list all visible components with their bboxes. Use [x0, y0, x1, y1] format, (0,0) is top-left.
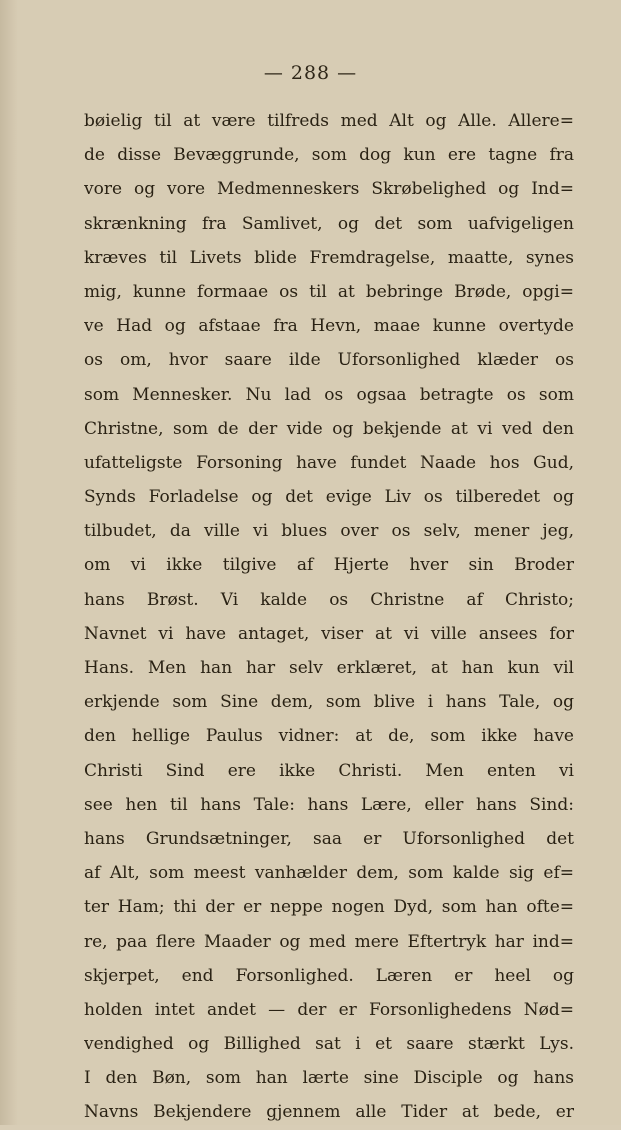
page-edge-shadow	[0, 0, 18, 1125]
text-line: skrænkning fra Samlivet, og det som uafvigeligen	[84, 213, 574, 234]
text-line: hans Grundsætninger, saa er Uforsonlighed det	[84, 828, 574, 849]
text-line: bøielig til at være tilfreds med Alt og Alle. Allere=	[84, 111, 574, 131]
text-line: Navnet vi have antaget, viser at vi ville ansees for	[84, 623, 574, 644]
text-line: den hellige Paulus vidner: at de, som ikke have	[84, 726, 574, 747]
body-text	[84, 104, 574, 1130]
text-line: ufatteligste Forsoning have fundet Naade hos Gud,	[84, 452, 574, 473]
text-line: skjerpet, end Forsonlighed. Læren er heel og	[84, 965, 574, 986]
text-line: som Mennesker. Nu lad os ogsaa betragte os som	[84, 384, 574, 405]
text-line: hans Brøst. Vi kalde os Christne af Christo;	[84, 589, 574, 610]
text-line: kræves til Livets blide Fremdragelse, maatte, synes	[84, 247, 574, 268]
text-line: mig, kunne formaae os til at bebringe Brøde, opgi=	[84, 281, 574, 302]
text-line: erkjende som Sine dem, som blive i hans Tale, og	[84, 692, 574, 713]
text-line: ter Ham; thi der er neppe nogen Dyd, som han ofte=	[84, 897, 574, 918]
page-number: — 288 —	[263, 62, 358, 84]
text-line: I den Bøn, som han lærte sine Disciple og hans	[84, 1068, 574, 1089]
text-line: ve Had og afstaae fra Hevn, maae kunne overtyde	[84, 316, 574, 337]
text-line: de disse Bevæggrunde, som dog kun ere tagne fra	[84, 145, 574, 166]
text-line: Christne, som de der vide og bekjende at vi ved den	[84, 418, 574, 439]
text-line: tilbudet, da ville vi blues over os selv, mener jeg,	[84, 521, 574, 542]
text-line: om vi ikke tilgive af Hjerte hver sin Broder	[84, 555, 574, 576]
text-line: Christi Sind ere ikke Christi. Men enten vi	[84, 760, 574, 781]
text-line: Navns Bekjendere gjennem alle Tider at bede, er	[84, 1102, 574, 1123]
text-line: vendighed og Billighed sat i et saare stærkt Lys.	[84, 1034, 574, 1055]
text-line: re, paa flere Maader og med mere Eftertryk har ind=	[84, 931, 574, 952]
text-line: holden intet andet — der er Forsonlighedens Nød=	[84, 999, 574, 1020]
text-line: os om, hvor saare ilde Uforsonlighed klæder os	[84, 350, 574, 371]
text-line: Hans. Men han har selv erklæret, at han kun vil	[84, 658, 574, 678]
text-line: vore og vore Medmenneskers Skrøbelighed og Ind=	[84, 179, 574, 200]
text-line: see hen til hans Tale: hans Lære, eller hans Sind:	[84, 794, 574, 815]
text-line: af Alt, som meest vanhælder dem, som kalde sig ef=	[84, 863, 574, 884]
text-line: Synds Forladelse og det evige Liv os tilberedet og	[84, 487, 574, 508]
